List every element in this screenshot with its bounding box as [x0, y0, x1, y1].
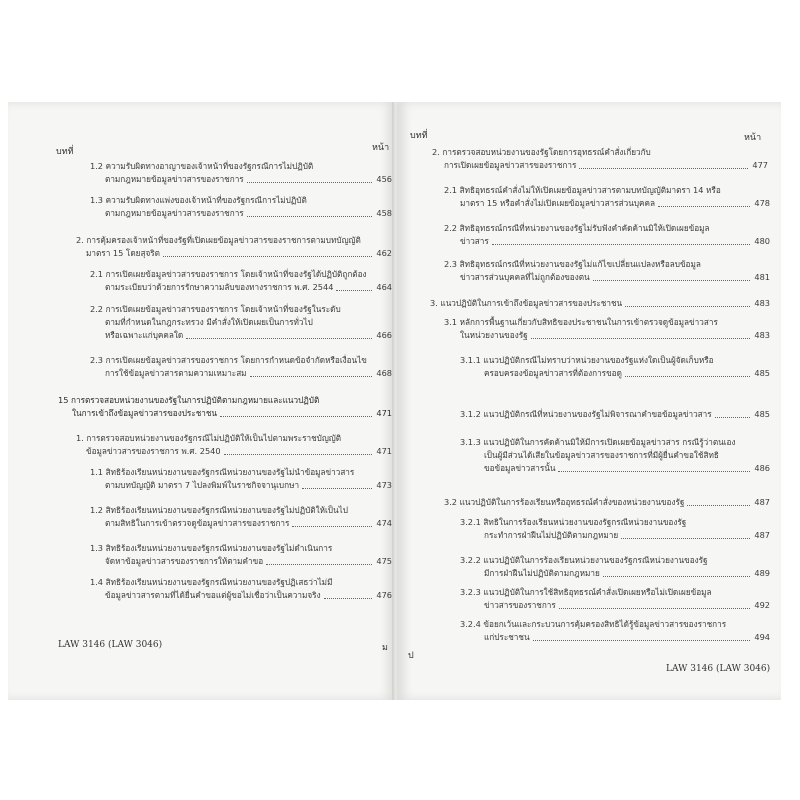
toc-line: 2.1 การเปิดเผยข้อมูลข่าวสารของราชการ โดยเจ้าหน้าที่ของรัฐได้ปฏิบัติถูกต้อง — [90, 269, 367, 279]
toc-line: 3.2.2 แนวปฏิบัติในการร้องเรียนหน่วยงานของรัฐกรณีหน่วยงานของรัฐ — [460, 555, 708, 565]
toc-page-number: 475 — [376, 556, 392, 566]
toc-line: ข้อมูลข่าวสารของราชการ พ.ศ. 2540 — [86, 446, 221, 456]
left-col-page: หน้า — [372, 143, 390, 153]
toc-entry — [90, 303, 392, 342]
toc-page-number: 471 — [376, 408, 392, 418]
toc-entry — [90, 576, 392, 602]
toc-line: ตามกฎหมายข้อมูลข่าวสารของราชการ — [105, 174, 244, 184]
toc-page-number: 476 — [376, 590, 392, 600]
toc-entry — [444, 222, 770, 248]
toc-entry — [90, 466, 392, 492]
toc-entry — [90, 542, 392, 568]
toc-page-number: 483 — [754, 298, 770, 308]
toc-line: ในการเข้าถึงข้อมูลข่าวสารของประชาชน — [72, 408, 218, 418]
toc-page-number: 485 — [754, 409, 770, 419]
toc-page-number: 477 — [752, 160, 768, 170]
toc-line: 3.2.4 ข้อยกเว้นและกระบวนการคุ้มครองสิทธิได้รู้ข้อมูลข่าวสารของราชการ — [460, 619, 727, 629]
toc-page-number: 464 — [376, 282, 392, 292]
toc-line: ตามสิทธิในการเข้าตรวจดูข้อมูลข่าวสารของราชการ — [105, 518, 290, 528]
toc-page-number: 483 — [754, 330, 770, 340]
toc-line: 1.2 ความรับผิดทางอาญาของเจ้าหน้าที่ของรัฐกรณีการไม่ปฏิบัติ — [90, 161, 314, 171]
toc-entry — [444, 496, 770, 509]
toc-entry — [90, 160, 392, 186]
toc-entry — [460, 436, 770, 475]
toc-line: ตามระเบียบว่าด้วยการรักษาความลับของทางราชการ พ.ศ. 2544 — [105, 282, 334, 292]
toc-entry — [444, 316, 770, 342]
toc-page-number: 458 — [376, 208, 392, 218]
toc-line: ตามกฎหมายข้อมูลข่าวสารของราชการ — [105, 208, 244, 218]
toc-entry — [430, 297, 770, 310]
left-footer-page: ม — [382, 643, 388, 653]
toc-line: 1.2 สิทธิร้องเรียนหน่วยงานของรัฐกรณีหน่วยงานของรัฐไม่ปฏิบัติให้เป็นไป — [90, 505, 348, 515]
toc-entry — [444, 258, 770, 284]
toc-line: 2.2 การเปิดเผยข้อมูลข่าวสารของราชการ โดยเจ้าหน้าที่ของรัฐในระดับ — [90, 304, 341, 314]
toc-line: การใช้ข้อมูลข่าวสารตามความเหมาะสม — [105, 368, 247, 378]
toc-line: ตามบทบัญญัติ มาตรา 7 ไปลงพิมพ์ในราชกิจจานุเบกษา — [105, 480, 300, 490]
toc-line: ข่าวสารของราชการ — [484, 600, 556, 610]
toc-line: 1. การตรวจสอบหน่วยงานของรัฐกรณีไม่ปฏิบัติให้เป็นไปตามพระราชบัญญัติ — [76, 433, 342, 443]
toc-line: เป็นผู้มีส่วนได้เสียในข้อมูลข่าวสารของราชการที่มีผู้ยื่นคำขอใช้สิทธิ — [484, 450, 719, 460]
toc-page-number: 473 — [376, 480, 392, 490]
toc-entry — [90, 504, 392, 530]
left-col-chapter: บทที่ — [56, 147, 74, 157]
toc-page-number: 494 — [754, 632, 770, 642]
toc-entry — [90, 194, 392, 220]
toc-line: ข้อมูลข่าวสารตามที่ได้ยื่นคำขอแต่ผู้ขอไม่เชื่อว่าเป็นความจริง — [105, 590, 321, 600]
toc-line: 3.1 หลักการพื้นฐานเกี่ยวกับสิทธิของประชาชนในการเข้าตรวจดูข้อมูลข่าวสาร — [444, 317, 718, 327]
right-footer-page: ป — [408, 651, 414, 661]
toc-page-number: 486 — [754, 463, 770, 473]
toc-page-number: 474 — [376, 518, 392, 528]
toc-entry — [90, 268, 392, 294]
toc-line: 1.1 สิทธิร้องเรียนหน่วยงานของรัฐกรณีหน่วยงานของรัฐไม่นำข้อมูลข่าวสาร — [90, 467, 355, 477]
toc-line: 3.1.1 แนวปฏิบัติกรณีไม่ทราบว่าหน่วยงานของรัฐแห่งใดเป็นผู้จัดเก็บหรือ — [460, 355, 714, 365]
toc-page-number: 492 — [754, 600, 770, 610]
toc-line: 2.3 การเปิดเผยข้อมูลข่าวสารของราชการ โดยการกำหนดข้อจำกัดหรือเงื่อนไข — [90, 355, 367, 365]
toc-page-number: 462 — [376, 248, 392, 258]
toc-line: 1.3 สิทธิร้องเรียนหน่วยงานของรัฐกรณีหน่วยงานของรัฐไม่ดำเนินการ — [90, 543, 333, 553]
toc-entry — [90, 354, 392, 380]
toc-line: มาตรา 15 หรือคำสั่งไม่เปิดเผยข้อมูลข่าวสารส่วนบุคคล — [460, 198, 656, 208]
toc-page-number: 468 — [376, 368, 392, 378]
toc-page-number: 481 — [754, 272, 770, 282]
toc-line: 3.1.2 แนวปฏิบัติกรณีที่หน่วยงานของรัฐไม่พิจารณาคำขอข้อมูลข่าวสาร — [460, 409, 712, 419]
toc-line: 3.2.3 แนวปฏิบัติในการใช้สิทธิอุทธรณ์คำสั่งเปิดเผยหรือไม่เปิดเผยข้อมูล — [460, 587, 712, 597]
toc-line: ข่าวสารส่วนบุคคลที่ไม่ถูกต้องของตน — [460, 272, 590, 282]
toc-page-number: 478 — [754, 198, 770, 208]
toc-line: 3.2 แนวปฏิบัติในการร้องเรียนหรืออุทธรณ์คำสั่งของหน่วยงานของรัฐ — [444, 497, 685, 507]
toc-entry — [460, 586, 770, 612]
toc-page-number: 487 — [754, 497, 770, 507]
toc-line: ขอข้อมูลข่าวสารนั้น — [484, 463, 556, 473]
right-col-page: หน้า — [744, 133, 762, 143]
toc-line: 3.1.3 แนวปฏิบัติในการคัดค้านมิให้มีการเปิดเผยข้อมูลข่าวสาร กรณีรู้ว่าตนเอง — [460, 437, 736, 447]
right-col-chapter: บทที่ — [410, 131, 428, 141]
toc-line: 1.3 ความรับผิดทางแพ่งของเจ้าหน้าที่ของรัฐกรณีการไม่ปฏิบัติ — [90, 195, 307, 205]
toc-line: การเปิดเผยข้อมูลข่าวสารของราชการ — [444, 160, 577, 170]
toc-line: 2.3 สิทธิอุทธรณ์กรณีที่หน่วยงานของรัฐไม่แก้ไขเปลี่ยนแปลงหรือลบข้อมูล — [444, 259, 701, 269]
toc-line: 2.2 สิทธิอุทธรณ์กรณีที่หน่วยงานของรัฐไม่รับฟังคำคัดค้านมิให้เปิดเผยข้อมูล — [444, 223, 710, 233]
toc-line: จัดหาข้อมูลข่าวสารของราชการให้ตามคำขอ — [105, 556, 264, 566]
toc-entry — [460, 354, 770, 380]
toc-page-number: 471 — [376, 446, 392, 456]
left-footer-code: LAW 3146 (LAW 3046) — [58, 640, 163, 650]
toc-line: 2.1 สิทธิอุทธรณ์คำสั่งไม่ให้เปิดเผยข้อมูลข่าวสารตามบทบัญญัติมาตรา 14 หรือ — [444, 185, 721, 195]
toc-line: ตามที่กำหนดในกฎกระทรวง มีคำสั่งให้เปิดเผยเป็นการทั่วไป — [105, 317, 313, 327]
toc-line: 1.4 สิทธิร้องเรียนหน่วยงานของรัฐกรณีหน่วยงานของรัฐปฏิเสธว่าไม่มี — [90, 577, 333, 587]
right-footer-code: LAW 3146 (LAW 3046) — [666, 664, 771, 674]
toc-page-number: 466 — [376, 330, 392, 340]
toc-entry — [444, 184, 770, 210]
toc-line: 2. การคุ้มครองเจ้าหน้าที่ของรัฐที่เปิดเผยข้อมูลข่าวสารของราชการตามบทบัญญัติ — [76, 235, 361, 245]
toc-entry — [432, 146, 768, 172]
toc-line: มาตรา 15 โดยสุจริต — [86, 248, 160, 258]
toc-page-number: 480 — [754, 236, 770, 246]
toc-line: ในหน่วยงานของรัฐ — [460, 330, 528, 340]
toc-page-number: 487 — [754, 530, 770, 540]
toc-entry — [76, 432, 392, 458]
toc-line: 15 การตรวจสอบหน่วยงานของรัฐในการปฏิบัติตามกฎหมายและแนวปฏิบัติ — [58, 395, 320, 405]
toc-page-number: 485 — [754, 368, 770, 378]
toc-line: 3. แนวปฏิบัติในการเข้าถึงข้อมูลข่าวสารของประชาชน — [430, 298, 623, 308]
toc-entry — [76, 234, 392, 260]
toc-line: มีการฝ่าฝืนไม่ปฏิบัติตามกฎหมาย — [484, 568, 600, 578]
toc-entry — [460, 554, 770, 580]
toc-entry — [460, 516, 770, 542]
toc-line: ข่าวสาร — [460, 236, 489, 246]
toc-page-number: 489 — [754, 568, 770, 578]
toc-entry — [460, 618, 770, 644]
toc-entry — [460, 408, 770, 421]
toc-chapter-entry — [58, 394, 392, 420]
toc-line: 2. การตรวจสอบหน่วยงานของรัฐโดยการอุทธรณ์คำสั่งเกี่ยวกับ — [432, 147, 651, 157]
toc-line: ครอบครองข้อมูลข่าวสารที่ต้องการขอดู — [484, 368, 622, 378]
toc-line: แก่ประชาชน — [484, 632, 530, 642]
toc-page-number: 456 — [376, 174, 392, 184]
toc-line: 3.2.1 สิทธิในการร้องเรียนหน่วยงานของรัฐกรณีหน่วยงานของรัฐ — [460, 517, 687, 527]
toc-line: กระทำการฝ่าฝืนไม่ปฏิบัติตามกฎหมาย — [484, 530, 619, 540]
toc-line: หรือเฉพาะแก่บุคคลใด — [105, 330, 184, 340]
